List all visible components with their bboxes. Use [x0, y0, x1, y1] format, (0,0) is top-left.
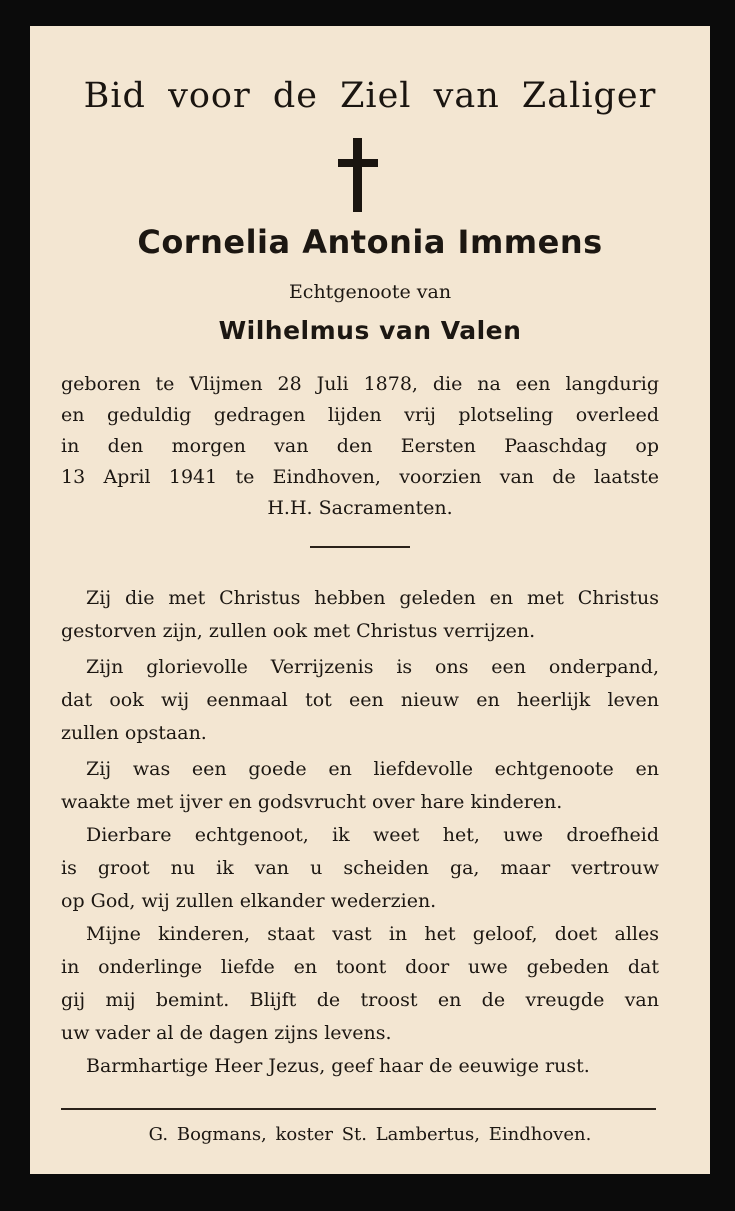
text-line: is groot nu ik van u scheiden ga, maar vertrouw [61, 857, 659, 879]
spouse-of-label: Echtgenoote van [288, 281, 452, 303]
statement-line: H.H. Sacramenten. [267, 497, 453, 519]
memorial-text [61, 582, 659, 1083]
birth-death-statement [61, 369, 659, 524]
text-line: in onderlinge liefde en toont door uwe gebeden dat [61, 956, 659, 978]
latin-cross-icon [338, 138, 378, 212]
text-line: Mijne kinderen, staat vast in het geloof, doet alles [86, 923, 659, 945]
text-line: waakte met ijver en godsvrucht over hare kinderen. [61, 791, 563, 813]
prayer-heading: Bid voor de Ziel van Zaliger [83, 76, 657, 116]
text-line: gestorven zijn, zullen ook met Christus verrijzen. [61, 620, 536, 642]
text-line: zullen opstaan. [61, 722, 207, 744]
deceased-name: Cornelia Antonia Immens [137, 223, 603, 261]
text-line: op God, wij zullen elkander wederzien. [61, 890, 437, 912]
text-line: Zij was een goede en liefdevolle echtgenoote en [86, 758, 659, 780]
statement-line: 13 April 1941 te Eindhoven, voorzien van de laatste [61, 466, 659, 488]
text-line: Zijn glorievolle Verrijzenis is ons een onderpand, [86, 656, 659, 678]
text-line: Zij die met Christus hebben geleden en met Christus [86, 587, 659, 609]
long-divider [61, 1108, 656, 1110]
text-line: Barmhartige Heer Jezus, geef haar de eeuwige rust. [86, 1055, 590, 1077]
text-line: dat ook wij eenmaal tot een nieuw en heerlijk leven [61, 689, 659, 711]
statement-line: en geduldig gedragen lijden vrij plotseling overleed [61, 404, 659, 426]
statement-line: in den morgen van den Eersten Paaschdag op [61, 435, 659, 457]
statement-line: geboren te Vlijmen 28 Juli 1878, die na een langdurig [61, 373, 659, 395]
text-line: Dierbare echtgenoot, ik weet het, uwe droefheid [86, 824, 659, 846]
spouse-name: Wilhelmus van Valen [218, 316, 522, 345]
memorial-card [30, 26, 710, 1174]
text-line: gij mij bemint. Blijft de troost en de vreugde van [61, 989, 659, 1011]
printer-credit: G. Bogmans, koster St. Lambertus, Eindhoven. [148, 1124, 592, 1145]
text-line: uw vader al de dagen zijns levens. [61, 1022, 392, 1044]
short-divider [310, 546, 410, 548]
